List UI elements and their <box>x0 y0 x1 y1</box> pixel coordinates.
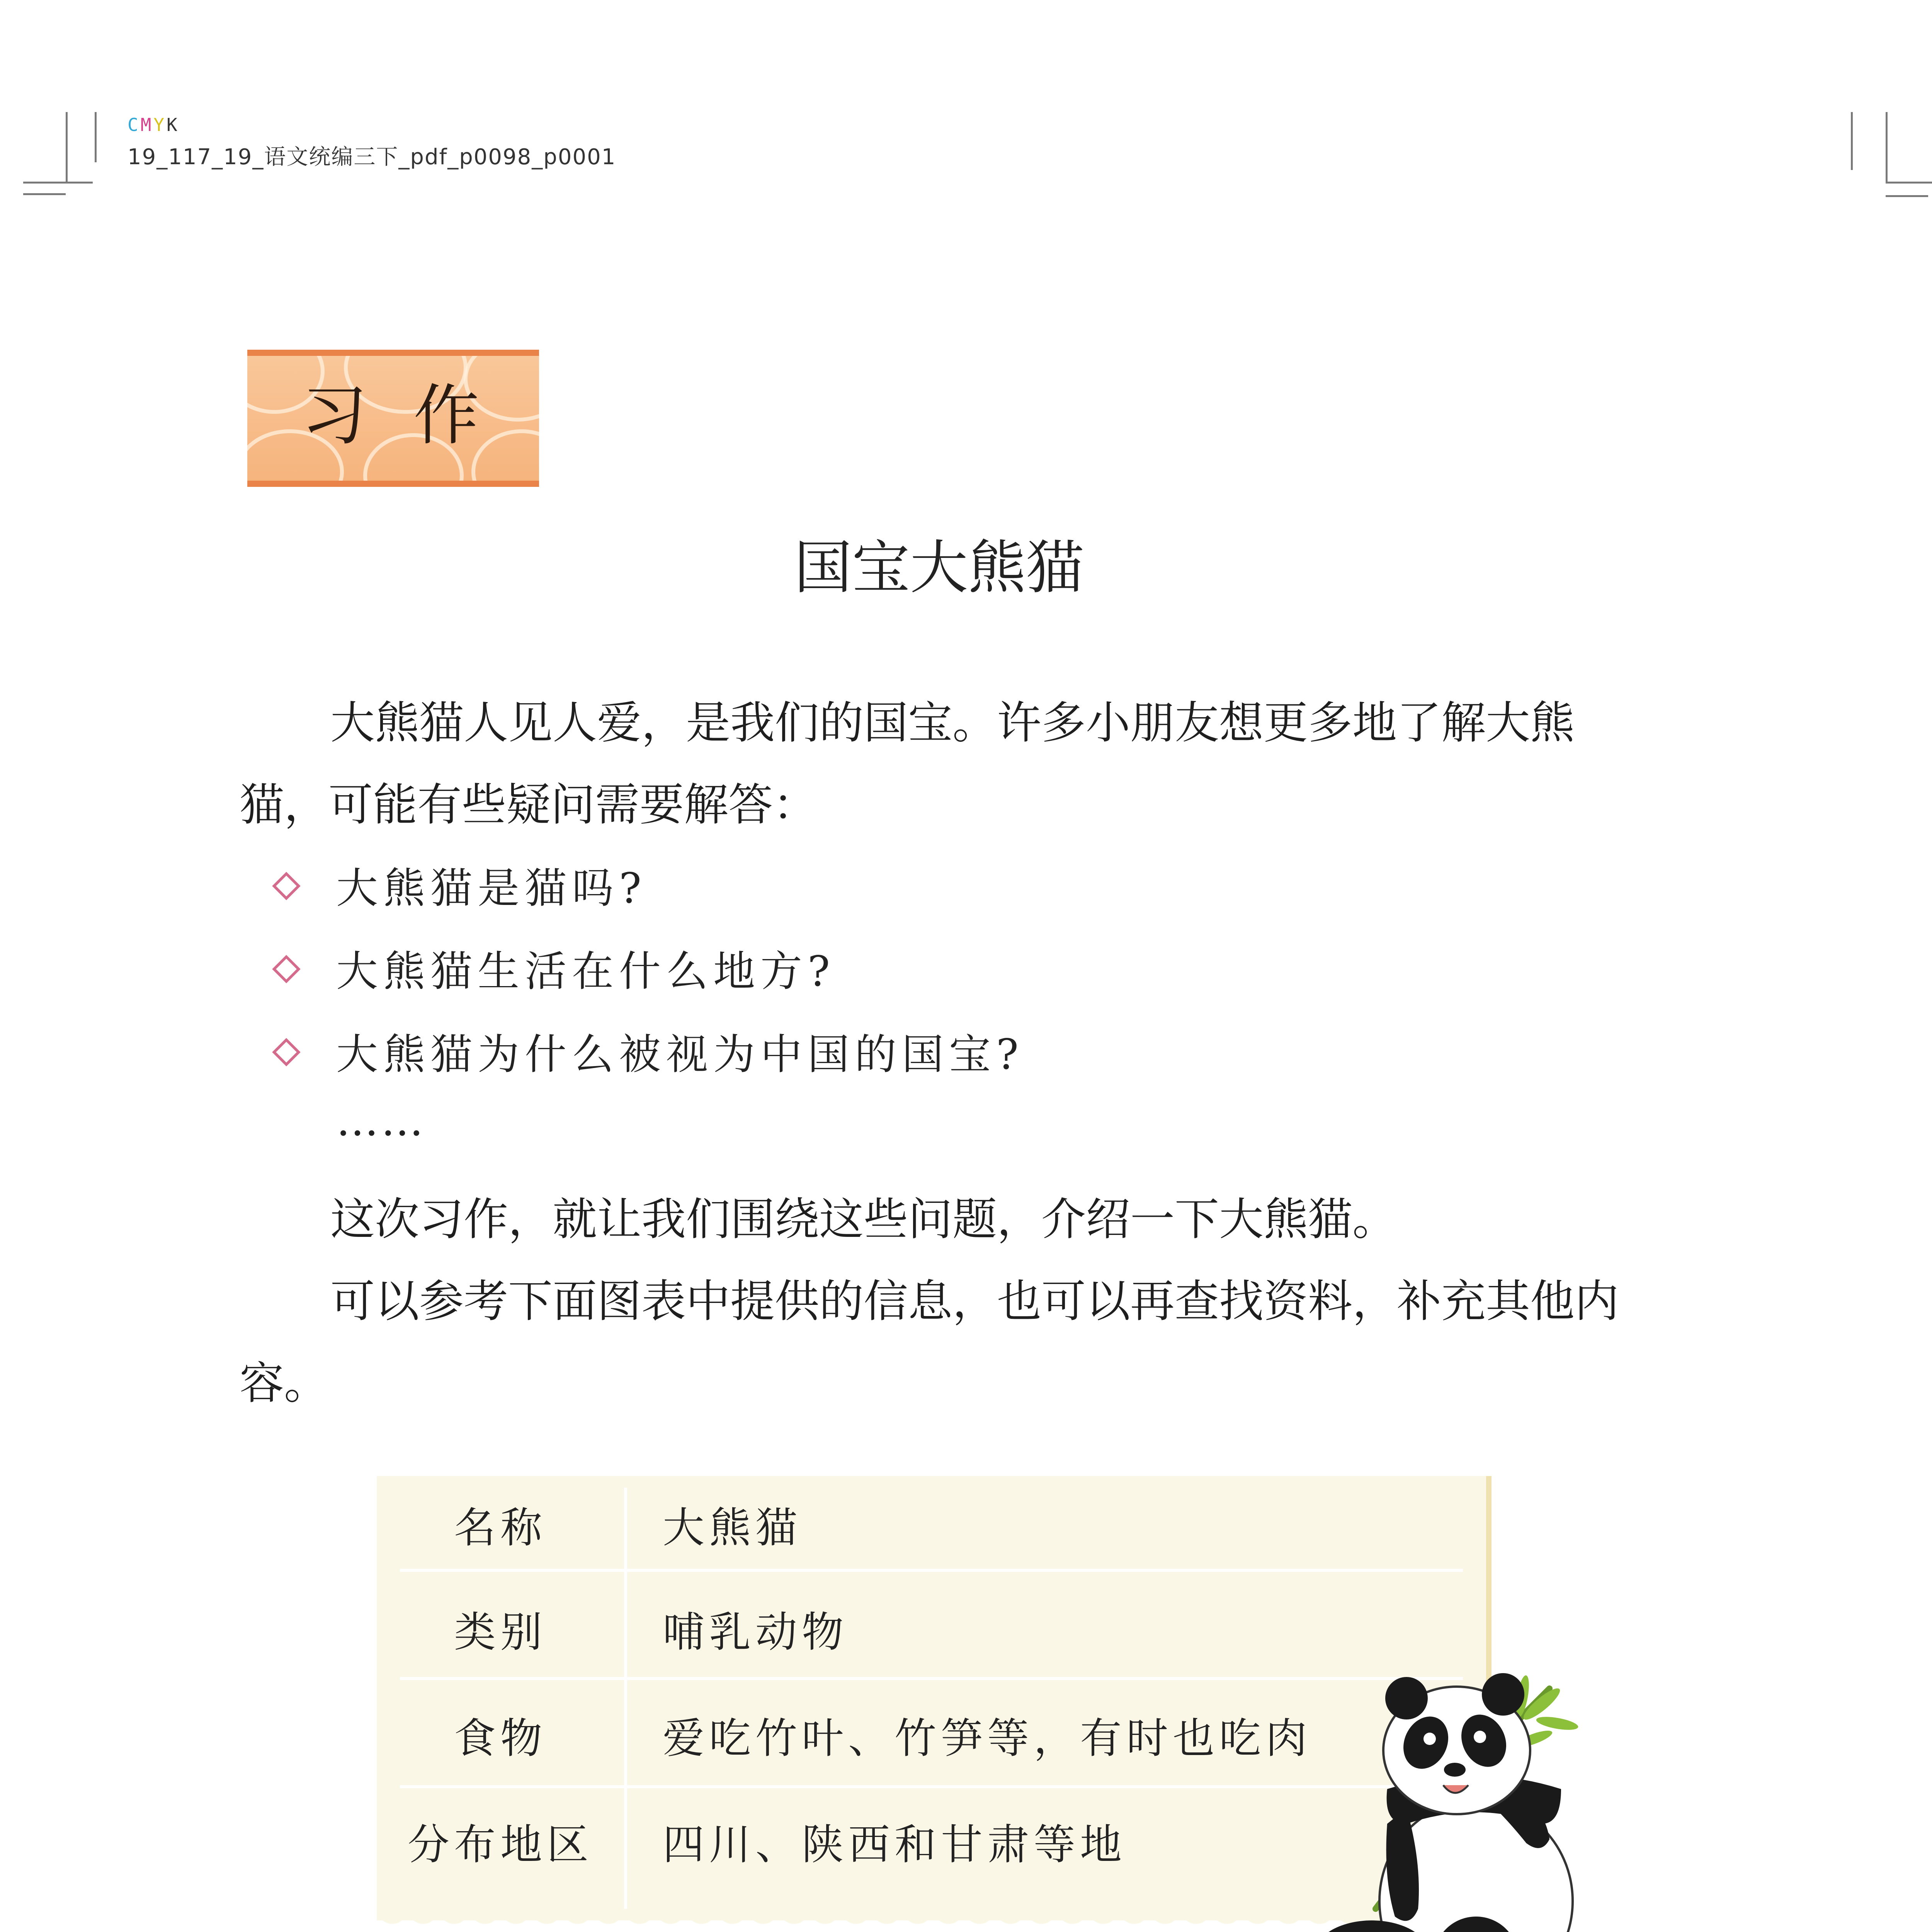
crop-mark <box>23 193 66 195</box>
table-row-label: 食物 <box>454 1714 547 1763</box>
ellipsis: …… <box>336 1096 426 1145</box>
diamond-bullet-icon <box>272 1038 301 1066</box>
cmyk-k: K <box>167 114 177 135</box>
question-item <box>336 1026 1024 1084</box>
table-row-value: 爱吃竹叶、竹笋等，有时也吃肉 <box>663 1714 1312 1763</box>
print-file-label: 19_117_19_语文统编三下_pdf_p0098_p0001 <box>128 145 616 170</box>
table-row-label: 名称 <box>454 1504 547 1552</box>
cmyk-y: Y <box>153 114 165 135</box>
page-title: 国宝大熊猫 <box>794 534 1084 602</box>
intro-paragraph: 大熊猫人见人爱，是我们的国宝。许多小朋友想更多地了解大熊猫，可能有些疑问需要解答： <box>240 697 1575 831</box>
question-text: 大熊猫是猫吗? <box>336 864 647 913</box>
question-text: 大熊猫生活在什么地方? <box>336 947 835 996</box>
cmyk-c: C <box>128 114 138 135</box>
question-item <box>336 943 835 1001</box>
crop-mark <box>1886 182 1932 184</box>
panda-illustration <box>1294 1662 1611 1932</box>
crop-mark <box>1886 112 1888 182</box>
crop-mark <box>66 112 68 182</box>
question-item <box>336 860 647 918</box>
crop-mark <box>23 182 93 184</box>
diamond-bullet-icon <box>272 872 301 900</box>
cmyk-m: M <box>140 114 151 135</box>
section-banner <box>247 350 539 487</box>
table-row-value: 哺乳动物 <box>663 1608 849 1656</box>
crop-mark <box>1886 195 1928 197</box>
table-row-label: 分布地区 <box>407 1821 593 1869</box>
table-row-value: 四川、陕西和甘肃等地 <box>663 1821 1127 1869</box>
crop-mark <box>1851 112 1853 170</box>
question-text: 大熊猫为什么被视为中国的国宝? <box>336 1031 1024 1079</box>
table-column-divider <box>624 1488 627 1909</box>
crop-mark <box>95 112 97 162</box>
section-label: 习作 <box>301 378 526 454</box>
cmyk-color-marks <box>128 116 180 134</box>
task-paragraph: 这次习作，就让我们围绕这些问题，介绍一下大熊猫。 <box>330 1194 1397 1245</box>
reference-paragraph: 可以参考下面图表中提供的信息，也可以再查找资料，补充其他内容。 <box>240 1276 1619 1409</box>
table-row-value: 大熊猫 <box>663 1504 802 1552</box>
table-row-divider <box>400 1569 1463 1572</box>
table-row-label: 类别 <box>454 1608 547 1656</box>
diamond-bullet-icon <box>272 955 301 983</box>
